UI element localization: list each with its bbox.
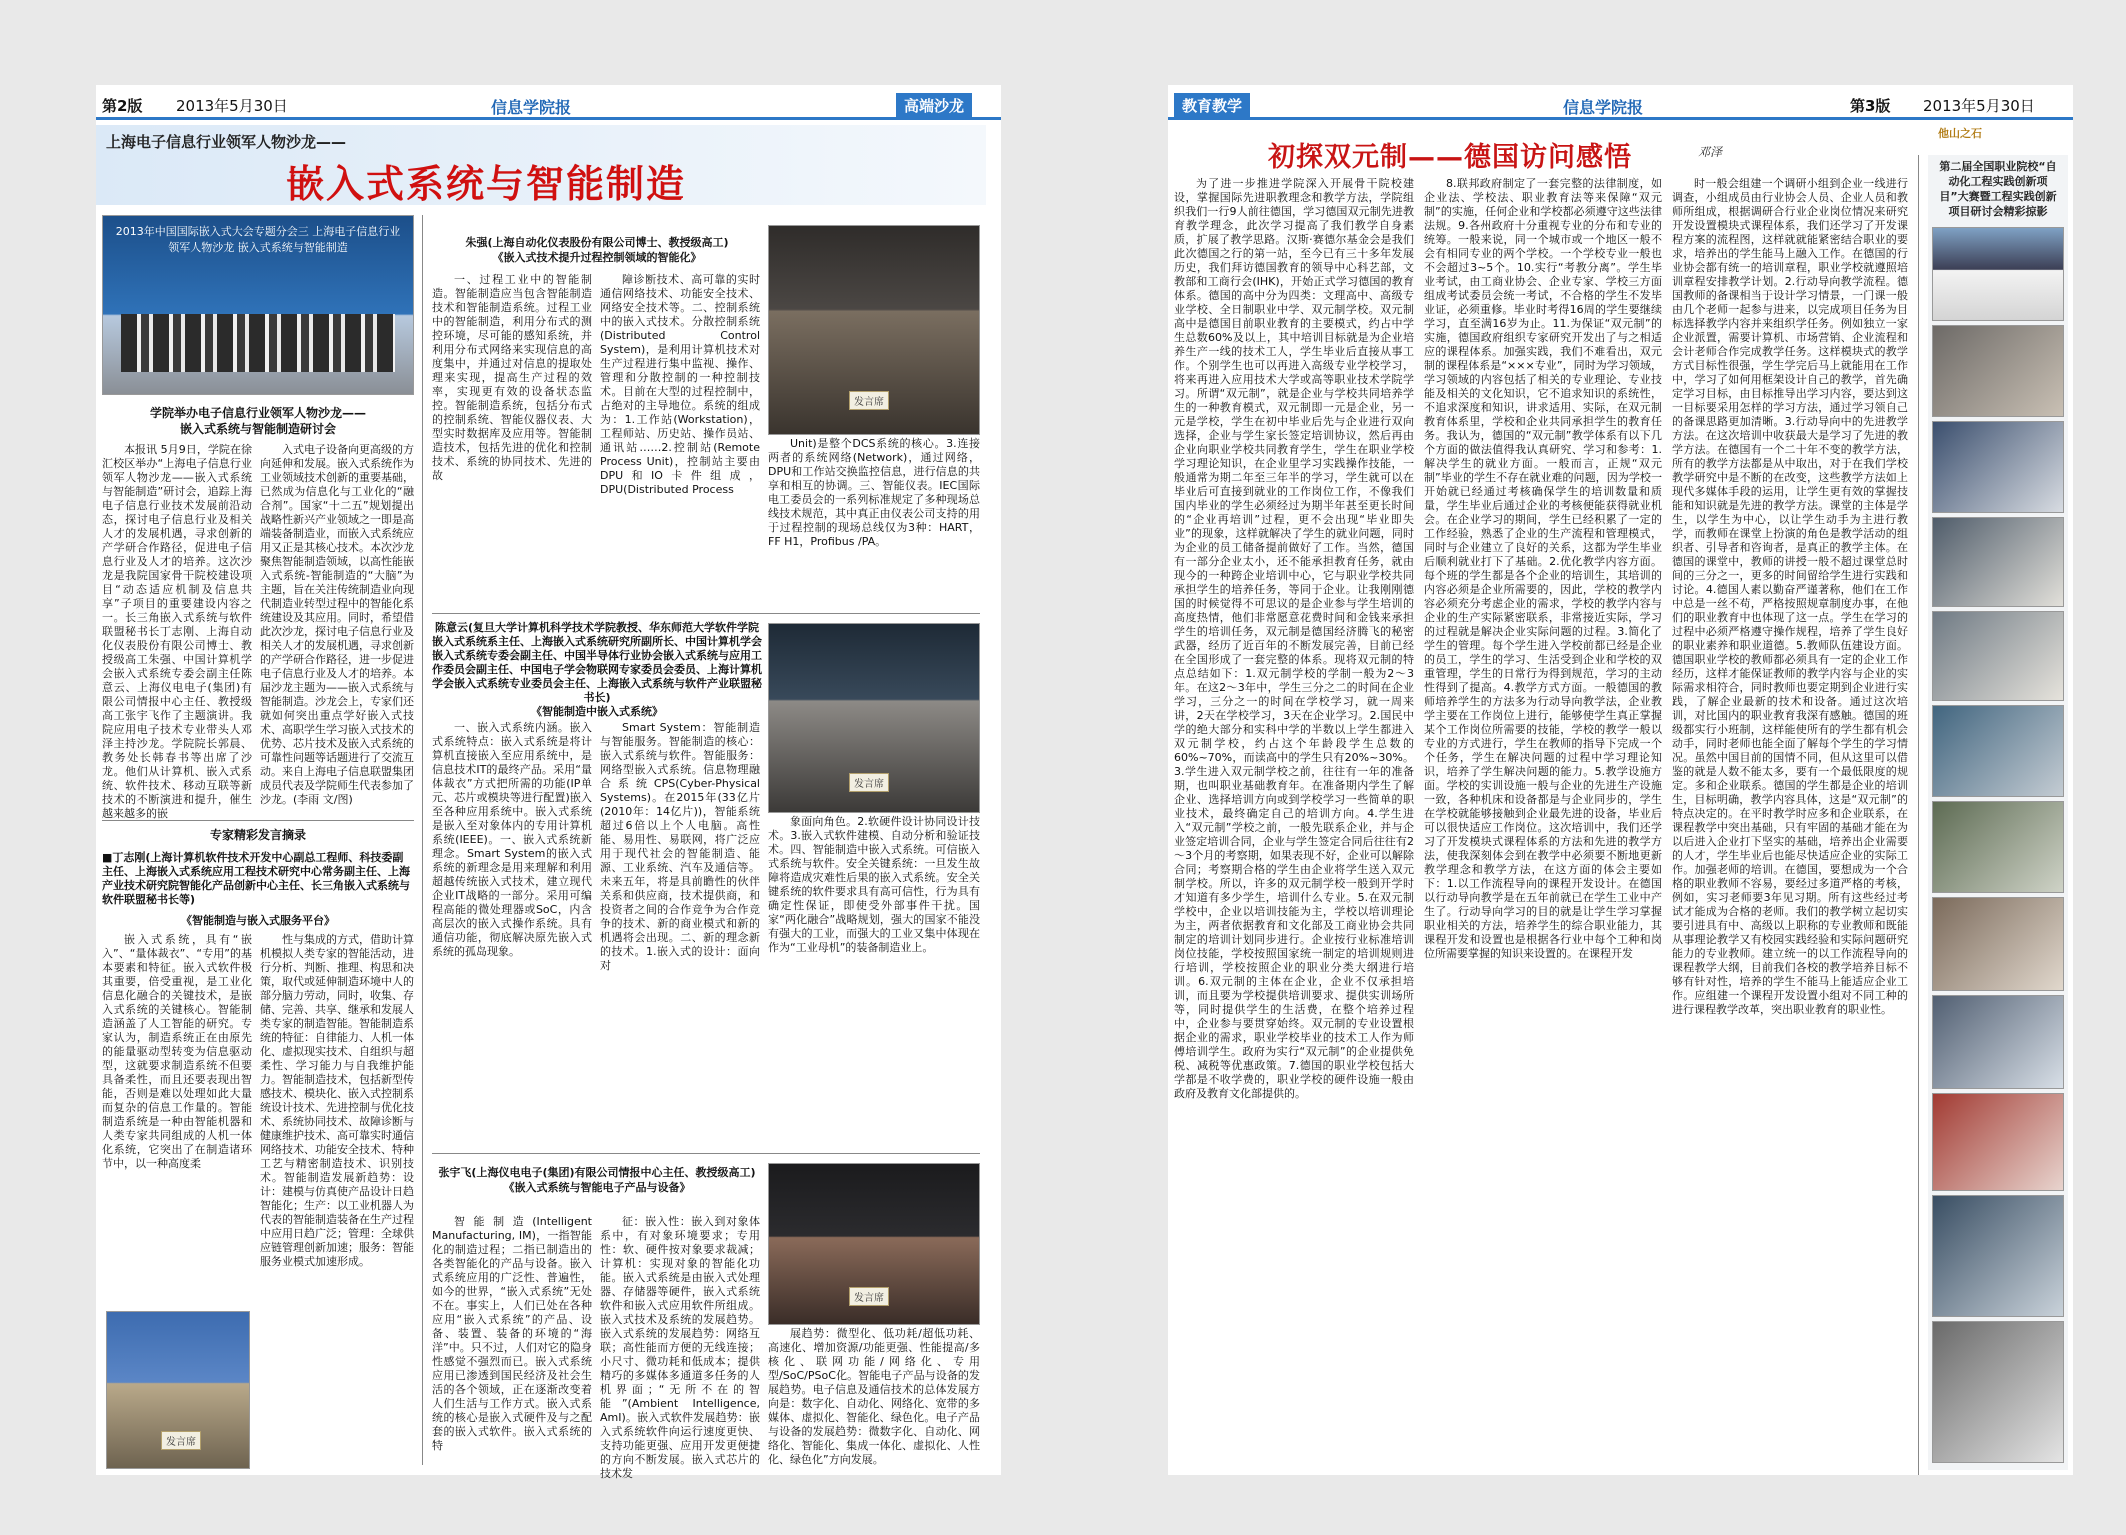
speaker-nameplate: 发言席 <box>849 773 889 792</box>
report-col-1: 本报讯 5月9日，学院在徐汇校区举办“上海电子信息行业领军人物沙龙——嵌入式系统与智能制造”研讨会，追踪上海电子信息行业技术发展前沿动态，探讨电子信息行业及相关人才的发展机遇，寻求创新的产学研合作路径，促进电子信息行业及人才的培养。这次沙龙是我院国家骨干院校建设项目“动态适应机制及信息共享”子项目的重要建设内容之一。长三角嵌入式系统与软件联盟秘书长丁志刚、上海自动化仪表股份有限公司博士、教授级高工朱强、中国计算机学会嵌入式系统专委会副主任陈意云、上海仪电电子(集团)有限公司情报中心主任、教授级高工张宇飞作了主题演讲。我院应用电子技术专业带头人邓泽主持沙龙。学院院长郭晨、教务处长韩春书等出席了沙龙。他们从计算机、嵌入式系统、软件技术、移动互联等新技术的不断演进和提升，催生越来越多的嵌 <box>102 443 252 820</box>
article-col-2: 8.联邦政府制定了一套完整的法律制度，如企业法、学校法、职业教育法等来保障“双元制”的实施，任何企业和学校都必须遵守这些法律法规。9.各州政府十分重视专业的分布和专业的统筹。一般来说，同一个城市或一个地区一般不会有相同专业的两个学校。一个学校专业一般也不会超过3~5个。10.实行“考教分离”。学生毕业考试，由工商业协会、企业专家、学校三方面组成考试委员会统一考试，不合格的学生不发毕业证，必须重修。毕业时考得16周的学生要继续学习，直至满16岁为止。11.为保证“双元制”的实施，德国政府组织专家研究开发出了与之相适应的课程体系。加强实践，我们不难看出，双元制的课程体系是“×××专业”，同时为学习领域，学习领域的内容包括了相关的专业理论、专业技能及相关的文化知识，它不追求知识的系统性，不追求深度和知识，讲求适用、实际，在双元制教育体系里，学校和企业共同承担学生的教育任务。我认为，德国的“双元制”教学体系有以下几个方面的做法值得我认真研究、学习和参考：1.解决学生的就业方面。一般而言，正规“双元制”毕业的学生不存在就业难的问题，因为学校一开始就已经通过考核确保学生的培训数量和质量，学生毕业后通过企业的考核便能获得就业机会。在企业学习的期间，学生已经积累了一定的工作经验，熟悉了企业的生产流程和管理模式，同时与企业建立了良好的关系，这都为学生毕业后顺利就业打下了基础。2.优化教学内容方面。每个班的学生都是各个企业的培训生，其培训的内容必须是企业所需要的，因此，学校的教学内容必须充分考虑企业的需求，学校的教学内容与企业的生产实际紧密联系，非常接近实际，学习的过程就是解决企业实际问题的过程。3.简化了学生的管理。每个学生进入学校前都已经是企业的员工，学生的学习、生活受到企业和学校的双重管理，学生的日常行为得到规范，学习的主动性得到了提高。4.教学方式方面。一般德国的教师培养学生的方法多为行动导向教学法，企业教学主要在工作岗位上进行，能够使学生真正掌握某个工作岗位所需要的技能，学校的教学一般以专业的方式进行，学生在教师的指导下完成一个个任务，学生在解决问题的过程中学习理论知识，培养了学生解决问题的能力。5.教学设施方面。学校的实训设施一般与企业的先进生产设施一致，各种机床和设备都是与企业同步的，学生在学校就能够接触到企业最先进的设备，毕业后可以很快适应工作岗位。这次培训中，我们还学习了开发模块式课程体系的方法和先进的教学方法，使我深刻体会到在教学中必须要不断地更新教学理念和教学方法，在这方面的体会主要如下：1.以工作流程导向的课程开发设计。在德国以行动导向教学是在五年前就已在学生工业中产生了。行动导向学习的目的就是让学生学习掌握职业相关的方法，培养学生的综合职业能力，其课程开发和设置也是根据各行业中每个工种和岗位所需要掌握的知识来设置的。在课程开发 <box>1424 177 1662 960</box>
report-title: 学院举办电子信息行业领军人物沙龙—— 嵌入式系统与智能制造研讨会 <box>149 406 366 436</box>
chen-col-1: 一、嵌入式系统内涵。嵌入式系统特点：嵌入式系统是将计算机直接嵌入至应用系统中，是信息技术IT的最终产品。采用“量体裁衣”方式把所需的功能(IP单元、芯片或模块等进行配置)嵌入至各种应用系统中。嵌入式系统是嵌入至对象体内的专用计算机系统(IEEE)。一、嵌入式系统新理念。Smart System的嵌入式系统的新理念是用来理解和利用超越传统嵌入式技术，建立现代企业IT战略的一部分。采用可编程高能的微处理器或SoC，内含高层次的嵌入式操作系统。具有通信功能，彻底解决原先嵌入式系统的孤岛现象。 <box>432 721 592 958</box>
headline-banner <box>96 125 986 205</box>
training-photo <box>1932 801 2064 893</box>
issue-date: 2013年5月30日 <box>176 97 288 115</box>
byline: 邓泽 <box>1698 145 1723 159</box>
robot-photo <box>1932 1093 2064 1191</box>
chen-col-2: Smart System：智能制造与智能服务。智能制造的核心：嵌入式系统与软件。智能服务：网络型嵌入式系统。信息物理融合系统CPS(Cyber-Physical Systems)。在2015年(33亿片(2010年：14亿片))，智能系统超过6倍以上个人电脑。高性能、易用性、易联网，将广泛应用于现代社会的智能制造、能源、工业系统、汽车及通信等。未来五年，将是具前瞻性的伙伴关系和供应商，技术提供商，和投资者之间的合作竞争为合作竞争的技术、新的商业模式和新的机遇将会出现。二、新的理念新的技术。1.嵌入式的设计：面向对 <box>600 721 760 972</box>
column-tag: 他山之石 <box>1938 127 1982 140</box>
section-tag: 教育教学 <box>1174 93 1250 118</box>
equipment-photo <box>1932 611 2064 701</box>
article-col-1: 为了进一步推进学院深入开展骨干院校建设，掌握国际先进职教理念和教学方法，学院组织我们一行9人前往德国，学习德国双元制先进教育教学理念，此次学习提高了我们教学自身素质，扩展了教学思路。汉斯·赛德尔基金会是我们此次德国之行的第一站，至今已有三十多年发展历史，我们拜访德国教育的领导中心科艺部，文教部和工商行会(IHK)，开始正式学习德国的教育体系。德国的高中分为四类：文理高中、高级专业学校、全日制职业中学、双元制学校。双元制高中是德国目前职业教育的主要模式，约占中学生总数60%及以上，其中培训目标就是为企业培养生产一线的技术工人，学生毕业后直接从事工作。个别学生也可以再进入高级专业学校学习，将来再进入应用技术大学或高等职业技术学院学习。所谓“双元制”，就是企业与学校共同培养学生的一种教育模式，双元制即一元是企业，另一元是学校，学生在初中毕业后先与企业进行双向选择，企业与学生家长签定培训协议，然后再由企业向职业学校共同教育学生，学生在职业学校学习理论知识，在企业里学习实践操作技能，一般通常为期二年至三年半的学习，学生就可以在毕业后可直接到就业的工作岗位工作，不像我们国内毕业的学生必须经过为期半年甚至更长时间的“企业再培训”过程，更不会出现“毕业即失业”的现象，这样就解决了学生的就业问题，同时为企业的员工储备提前做好了工作。当然，德国有一部分企业太小，还不能承担教育任务，就由现今的一种跨企业培训中心，它与职业学校共同承担学生的培养任务，等同于企业。让我刚刚德国的时候觉得不可思议的是企业参与学生培训的高度热情，他们非常愿意花费时间和金钱来承担学生的培训任务，双元制是德国经济腾飞的秘密武器，经历了近百年的不断发展完善，目前已经在全国形成了一套完整的体系。现将双元制的特点总结如下：1.双元制学校的学制一般为2～3年。在这2～3年中，学生三分之二的时间在企业学习，三分之一的时间在学校学习，就一周来讲，2天在学校学习，3天在企业学习。2.国民中学的绝大部分和实科中学的半数以上学生都进入双元制学校，约占这个年龄段学生总数的60%~70%，而读高中的学生只有20%~30%。3.学生进入双元制学校之前，往往有一年的准备期，也叫职业基础教育年。在准备期内学生了解企业、选择培训方向或到学校学习一些简单的职业技术，最终确定自己的培训方向。4.学生进入“双元制”学校之前，一般先联系企业，并与企业签定培训合同，企业与学生签定合同后往往有2～3个月的考察期，如果表现不好，企业可以解除合同；考察期合格的学生由企业将学生送入双元制学校。所以，许多的双元制学校一般到开学时才知道有多少学生，培训什么专业。5.在双元制学校中，企业以培训技能为主，学校以培训理论为主，两者依据教育和文化部及工商业协会共同制定的培训计划同步进行。企业按行业标准培训岗位技能，学校按照国家统一制定的培训规则进行培训，学校按照企业的职业分类大纲进行培训。6.双元制的主体在企业，企业不仅承担培训，而且要为学校提供培训要求、提供实训场所等，同时提供学生的生活费，在整个培养过程中，企业参与要贯穿始终。双元制的专业设置根据企业的需求，职业学校毕业的技术工人作为师傅培训学生。政府为实行“双元制”的企业提供免税、减税等优惠政策。7.德国的职业学校包括大学都是不收学费的，职业学校的硬件设施一般由政府及教育文化部提供的。 <box>1174 177 1414 1100</box>
report-col-2: 入式电子设备向更高级的方向延伸和发展。嵌入式系统作为工业领域技术创新的重要基础，已然成为信息化与工业化的“融合剂”。国家“十二五”规划提出战略性新兴产业领域之一即是高端装备制造业，而嵌入式系统应用又正是其核心技术。本次沙龙聚焦智能制造领域，以高性能嵌入式系统-智能制造的“大脑”为主题，旨在关注传统制造业向现代制造业转型过程中的智能化系统建设及其应用。同时，希望借此次沙龙，探讨电子信息行业及相关人才的发展机遇，寻求创新的产学研合作路径，进一步促进电子信息行业及人才的培养。本届沙龙主题为——嵌入式系统与智能制造。沙龙会上，专家们还就如何突出重点学好嵌入式技术、高职学生学习嵌入式技术的优势、芯片技术及嵌入式系统的可靠性问题等话题进行了交流互动。来自上海电子信息联盟集团成员代表及学院师生代表参加了沙龙。(李雨 文/图) <box>260 443 414 806</box>
page-number: 第2版 <box>102 97 143 115</box>
chen-col-3: 象面向角色。2.软硬件设计协同设计技术。3.嵌入式软件建模、自动分析和验证技术。四、智能制造中嵌入式系统。可信嵌入式系统与软件。安全关键系统：一旦发生故障将造成灾难性后果的嵌入式系统。安全关键系统的软件要求具有高可信性，行为具有确定性保证，即使受外部事件干扰。国家“两化融合”战略规划，强大的国家不能没有强大的工业，而强大的工业又集中体现在作为“工业母机”的装备制造业上。 <box>768 815 980 954</box>
zhang-col-1: 智能制造(Intelligent Manufacturing, IM)，一指智能化的制造过程；二指已制造出的各类智能化的产品与设备。嵌入式系统应用的广泛性、普遍性，如今的世界，“嵌入式系统”无处不在。事实上，人们已处在各种应用“嵌入式系统”的产品、设备、装置、装备的环境的“海洋”中。只不过，人们对它的隐身性感觉不强烈而已。嵌入式系统应用已渗透到国民经济及社会生活的各个领域，正在逐渐改变着人们生活与工作方式。嵌入式系统的核心是嵌入式硬件及与之配套的嵌入式软件。嵌入式系统的特 <box>432 1215 592 1452</box>
kicker: 上海电子信息行业领军人物沙龙—— <box>106 133 347 151</box>
workshop-photo <box>1932 517 2064 607</box>
paper-name: 信息学院报 <box>491 98 572 117</box>
group-of-people <box>121 314 395 372</box>
zhu-col-2: 障诊断技术、高可靠的实时通信网络技术、功能安全技术、网络安全技术等。二、控制系统中的嵌入式技术。分散控制系统(Distributed Control System)，是利用计算机技术对生产过程进行集中监视、操作、管理和分散控制的一种控制技术。目前在大型的过程控制中，占绝对的主导地位。系统的组成为：1.工作站(Workstation)，工程师站、历史站、操作员站、通讯站……2.控制站(Remote Process Unit)，控制站主要由DPU和IO卡件组成，DPU(Distributed Process <box>600 273 760 496</box>
group-photo <box>1932 227 2064 321</box>
ding-heading: ■丁志刚(上海计算机软件技术开发中心副总工程师、科技委副主任、上海嵌入式系统应用工程技术研究中心常务副主任、上海产业技术研究院智能化产品创新中心主任、长三角嵌入式系统与软件联盟秘书长等) <box>102 851 410 906</box>
photo-sidebar <box>1928 155 2068 1470</box>
ding-topic: 《智能制造与嵌入式服务平台》 <box>181 914 335 927</box>
zhu-photo <box>768 225 980 435</box>
award-photo <box>1932 325 2064 417</box>
competition-photo <box>1932 705 2064 797</box>
page-header <box>1168 93 2073 115</box>
section-tag: 高端沙龙 <box>896 93 972 118</box>
page-2 <box>96 85 1001 1480</box>
page-header <box>96 93 1001 115</box>
chen-heading: 陈意云(复旦大学计算机科学技术学院教授、华东师范大学软件学院嵌入式系统系主任、上海嵌入式系统研究所副所长、中国计算机学会嵌入式系统专委会副主任、中国半导体行业协会嵌入式系统与应用工作委员会副主任、中国电子学会物联网专家委员会委员、上海计算机学会嵌入式系统专业委员会主任、上海嵌入式系统与软件产业联盟秘书长) 《智能制造中嵌入式系统》 <box>432 621 762 718</box>
ding-col-1: 嵌入式系统，具有“嵌入”、“量体裁衣”、“专用”的基本要素和特征。嵌入式软件极其重要，倍受重视，是工业化信息化融合的关键技术，是嵌入式系统的关键核心。智能制造涵盖了人工智能的研究。专家认为，制造系统正在由原先的能量驱动型转变为信息驱动型，这就要求制造系统不但要具备柔性，而且还要表现出智能，否则是难以处理如此大量而复杂的信息工作量的。智能制造系统是一种由智能机器和人类专家共同组成的人机一体化系统，它突出了在制造诸环节中，以一种高度柔 <box>102 933 252 1170</box>
headline: 初探双元制——德国访问感悟 <box>1268 142 1632 173</box>
ding-col-2: 性与集成的方式，借助计算机模拟人类专家的智能活动，进行分析、判断、推理、构思和决策，取代或延伸制造环境中人的部分脑力劳动，同时，收集、存储、完善、共享、继承和发展人类专家的制造智能。智能制造系统的特征：自律能力、人机一体化、虚拟现实技术、自组织与超柔性、学习能力与自我维护能力。智能制造技术，包括新型传感技术、模块化、嵌入式控制系统设计技术、先进控制与优化技术、系统协同技术、故障诊断与健康维护技术、高可靠实时通信网络技术、功能安全技术、特种工艺与精密制造技术、识别技术。智能制造发展新趋势：设计：建模与仿真使产品设计日趋智能化；生产：以工业机器人为代表的智能制造装备在生产过程中应用日趋广泛；管理：全球供应链管理创新加速；服务：智能服务业模式加速形成。 <box>260 933 414 1268</box>
header-rule <box>1168 117 2073 120</box>
column-divider <box>1918 155 1919 1475</box>
zhang-col-2: 征：嵌入性：嵌入到对象体系中，有对象环境要求；专用性：软、硬件按对象要求裁减；计算机：实现对象的智能化功能。嵌入式系统是由嵌入式处理器、存储器等硬件，嵌入式系统软件和嵌入式应用软件所组成。嵌入式技术及系统的发展趋势。嵌入式系统的发展趋势：网络互联；高性能而方便的无线连接；小尺寸、微功耗和低成本；提供精巧的多媒体多通道多任务的人机界面；“无所不在的智能”(Ambient Intelligence, AmI)。嵌入式软件发展趋势：嵌入式系统软件向运行速度更快、支持功能更强、应用开发更便捷的方向不断发展。嵌入式芯片的技术发 <box>600 1215 760 1480</box>
chen-photo <box>768 623 980 813</box>
speech-photo <box>1932 421 2064 513</box>
zhu-col-1: 一、过程工业中的智能制造。智能制造应当包含智能制造技术和智能制造系统。过程工业中的智能制造，利用分布式的测控环境，尽可能的感知系统，并利用分布式网络来实现信息的高度集中，并通过对信息的提取处理来实现，提高生产过程的效率，实现更有效的设备状态监控。智能制造系统，包括分布式的控制系统、智能仪器仪表、大型实时数据库及应用等。智能制造技术，包括先进的优化和控制技术、系统的协同技术、先进的故 <box>432 273 592 482</box>
issue-date: 2013年5月30日 <box>1923 97 2035 115</box>
lab-photo <box>1932 995 2064 1089</box>
divider <box>432 613 980 614</box>
sidebar-title: 第二届全国职业院校“自动化工程实践创新项目”大赛暨工程实践创新项目研讨会精彩掠影 <box>1939 160 2057 218</box>
students-photo <box>1932 897 2064 991</box>
closing-photo <box>1932 1321 2064 1463</box>
event-photo <box>102 215 414 395</box>
ding-photo <box>106 1311 250 1469</box>
zhu-heading: 朱强(上海自动化仪表股份有限公司博士、教授级高工) 《嵌入式技术提升过程控制领域的智能化》 <box>465 236 729 264</box>
zhang-photo <box>768 1163 980 1325</box>
paper-name: 信息学院报 <box>1563 98 1644 117</box>
zhu-col-3: Unit)是整个DCS系统的核心。3.连接两者的系统网络(Network)，通过网络，DPU和工作站交换监控信息，进行信息的共享和相互的协调。三、智能仪表。IEC国际电工委员会的一系列标准规定了多种现场总线技术规范，其中真正由仪表公司支持的用于过程控制的现场总线仅为3种：HART，FF H1，Profibus /PA。 <box>768 437 980 548</box>
divider <box>102 820 414 821</box>
page-3 <box>1168 85 2073 1475</box>
zhang-heading: 张宇飞(上海仪电电子(集团)有限公司情报中心主任、教授级高工) 《嵌入式系统与智能电子产品与设备》 <box>438 1166 756 1194</box>
zhang-col-3: 展趋势：微型化、低功耗/超低功耗、高速化、增加资源/功能更强、性能提高/多核化、联网功能/网络化、专用型/SoC/PSoC化。智能电子产品与设备的发展趋势。电子信息及通信技术的总体发展方向是：数字化、自动化、网络化、宽带的多媒体、虚拟化、智能化、绿色化。电子产品与设备的发展趋势：微数字化、自动化、网络化、智能化、集成一体化、虚拟化、人性化、绿色化”方向发展。 <box>768 1327 980 1466</box>
banner-text: 2013年中国国际嵌入式大会专题分会三 上海电子信息行业领军人物沙龙 嵌入式系统与智能制造 <box>115 225 401 254</box>
speaker-nameplate: 发言席 <box>161 1431 201 1450</box>
article-col-3: 时一般会组建一个调研小组到企业一线进行调查，小组成员由行业协会人员、企业人员和教师所组成，根据调研合行业企业岗位情况来研究开发设置模块式课程体系，我们还学习了开发课程方案的流程图，这样就就能紧密结合职业的要求，培养出的学生能马上融入工作。在德国的行业协会都有统一的培训章程，职业学校就遵照培训章程安排教学计划。2.行动导向教学流程。德国教师的备课相当于设计学习情景，一门课一般由几个老师一起参与进来，以完成项目任务为目标选择教学内容并来组织学任务。例如独立一家企业派置，需要计算机、市场营销、企业流程和会计老师合作完成教学任务。这样模块式的教学方式目标性很强，学生学完后马上就能用在工作中，学习了如何用框架设计自己的教学，首先确定学习目标，由目标推导出学习内容，要达到这一目标要采用怎样的学习方法，通过学习领自己的备课思路更加清晰。3.行动导向中的先进教学方法。在这次培训中收获最大是学习了先进的教学方法。在德国有一个二十年不变的教学方法，所有的教学方法都是从中取出，对于在我们学校教学研究中是不断的在改变，这些教学方法如上现代多媒体手段的运用，让学生更有效的掌握技能和知识就是先进的教学方法。课堂的主体是学生，以学生为中心，以让学生动手为主进行教学，而教师在课堂上扮演的角色是教学活动的组织者、引导者和咨询者，是真正的教学主体。在德国的课堂中，教师的讲授一般不超过课堂总时间的三分之一，更多的时间留给学生进行实践和讨论。4.德国人素以勤奋严谨著称，他们在工作中总是一丝不苟，严格按照规章制度办事，在他们的职业教育中也体现了这一点。学生在学习的过程中必须严格遵守操作规程，培养了学生良好的职业素养和职业道德。5.教师队伍建设方面。德国职业学校的教师都必须具有一定的企业工作经历，这样才能保证教师的教学内容与企业的实际需求相符合，同时教师也要定期到企业进行实践，了解企业最新的技术和设备。通过这次培训，对比国内的职业教育我深有感触。德国的班级都实行小班制，这样能使所有的学生都有机会动手，同时老师也能全面了解每个学生的学习情况。虽然中国目前的国情不同，但从这里可以借鉴的就是人数不能太多，要有一个最低限度的规定。多和企业联系。德国的学生都是企业的培训生，目标明确，教学内容具体，这是“双元制”的特点决定的。在平时教学时应多和企业联系，在课程教学中突出基础，只有牢固的基础才能在为以后进入企业打下坚实的基础，培养出企业需要的人才，学生毕业后也能尽快适应企业的实际工作。加强老师的培训。在德国，要想成为一个合格的职业教师不容易，要经过多道严格的考核，例如，实习老师要3年见习期。所有这些经过考试才能成为合格的老师。我们的教学树立起切实要引进具有中、高级以上职称的专业教师和既能从事理论教学又有校园实践经验和实际问题研究能力的专业教师。建立统一的以工作流程导向的课程教学大纲，目前我们各校的教学培养目标不够有针对性，培养的学生不能马上能适应企业工作。应组建一个课程开发设置小组对不同工种的进行课程教学改革，突出职业教育的职业性。 <box>1672 177 1908 1016</box>
headline: 嵌入式系统与智能制造 <box>286 162 687 206</box>
column-divider <box>422 215 423 1465</box>
header-rule <box>96 117 1001 120</box>
experts-title: 专家精彩发言摘录 <box>209 828 306 842</box>
page-number: 第3版 <box>1850 97 1891 115</box>
speaker-nameplate: 发言席 <box>849 1287 889 1306</box>
team-photo <box>1932 1195 2064 1317</box>
divider <box>432 1153 980 1154</box>
speaker-nameplate: 发言席 <box>849 391 889 410</box>
